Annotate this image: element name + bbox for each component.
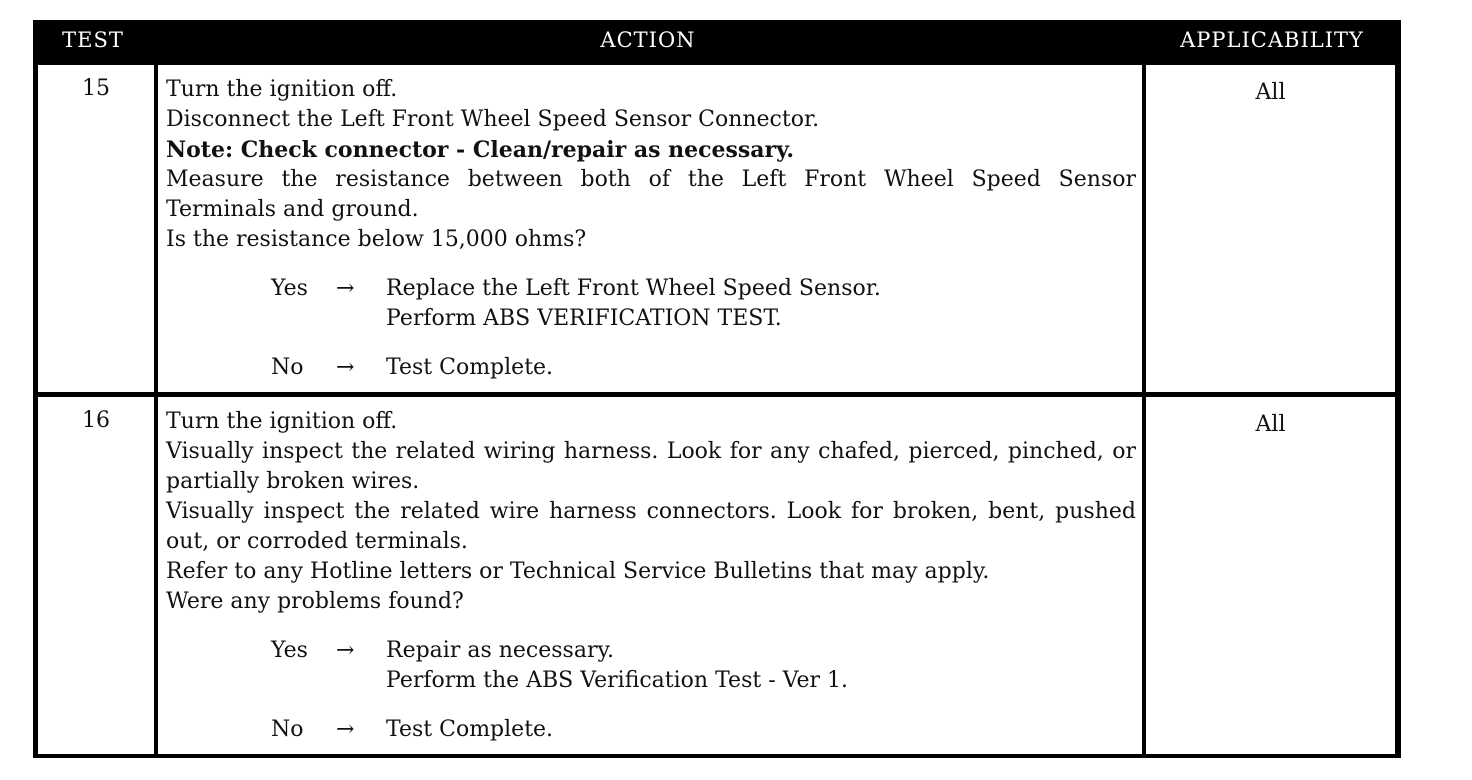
header-applicability: APPLICABILITY [1180, 28, 1364, 52]
header-action: ACTION [600, 28, 696, 52]
yes-action: Repair as necessary. [386, 638, 614, 663]
action-cell [158, 397, 1142, 754]
applicability-cell [1146, 65, 1395, 392]
no-branch [166, 715, 1136, 745]
action-line: Visually inspect the related wire harness connectors. Look for broken, bent, pushed [166, 499, 1136, 524]
yes-branch-cont [166, 666, 1136, 696]
yes-action: Replace the Left Front Wheel Speed Sensor. [386, 276, 881, 301]
no-label: No [271, 355, 304, 380]
applicability-value: All [1255, 412, 1286, 437]
test-number-cell [38, 397, 154, 754]
no-action: Test Complete. [386, 717, 554, 742]
action-line: Turn the ignition off. [166, 77, 398, 102]
test-number: 15 [82, 76, 110, 101]
yes-branch [166, 636, 1136, 666]
action-line: partially broken wires. [166, 469, 420, 494]
diagnostic-test-table [33, 20, 1401, 758]
no-action: Test Complete. [386, 355, 554, 380]
yes-label: Yes [271, 638, 308, 663]
action-line: Refer to any Hotline letters or Technical Service Bulletins that may apply. [166, 559, 990, 584]
action-line: Turn the ignition off. [166, 409, 398, 434]
no-branch [166, 353, 1136, 383]
yes-branch-cont [166, 304, 1136, 334]
test-number: 16 [82, 408, 110, 433]
action-note: Note: Check connector - Clean/repair as necessary. [166, 137, 795, 163]
arrow-right-icon: → [336, 355, 355, 380]
table-header [33, 20, 1401, 61]
action-line: out, or corroded terminals. [166, 529, 468, 554]
yes-action: Perform ABS VERIFICATION TEST. [386, 306, 782, 331]
action-cell [158, 65, 1142, 392]
arrow-right-icon: → [336, 717, 355, 742]
action-line: Disconnect the Left Front Wheel Speed Sensor Connector. [166, 107, 820, 132]
no-label: No [271, 717, 304, 742]
applicability-value: All [1255, 80, 1286, 105]
action-line: Visually inspect the related wiring harness. Look for any chafed, pierced, pinched, or [166, 439, 1136, 464]
action-line: Measure the resistance between both of the Left Front Wheel Speed Sensor [166, 167, 1136, 192]
arrow-right-icon: → [336, 276, 355, 301]
header-test: TEST [62, 28, 124, 52]
test-number-cell [38, 65, 154, 392]
applicability-cell [1146, 397, 1395, 754]
arrow-right-icon: → [336, 638, 355, 663]
action-line: Terminals and ground. [166, 197, 419, 222]
yes-branch [166, 274, 1136, 304]
action-question: Is the resistance below 15,000 ohms? [166, 227, 587, 252]
yes-label: Yes [271, 276, 308, 301]
yes-action: Perform the ABS Verification Test - Ver 1. [386, 668, 849, 693]
action-question: Were any problems found? [166, 589, 464, 614]
